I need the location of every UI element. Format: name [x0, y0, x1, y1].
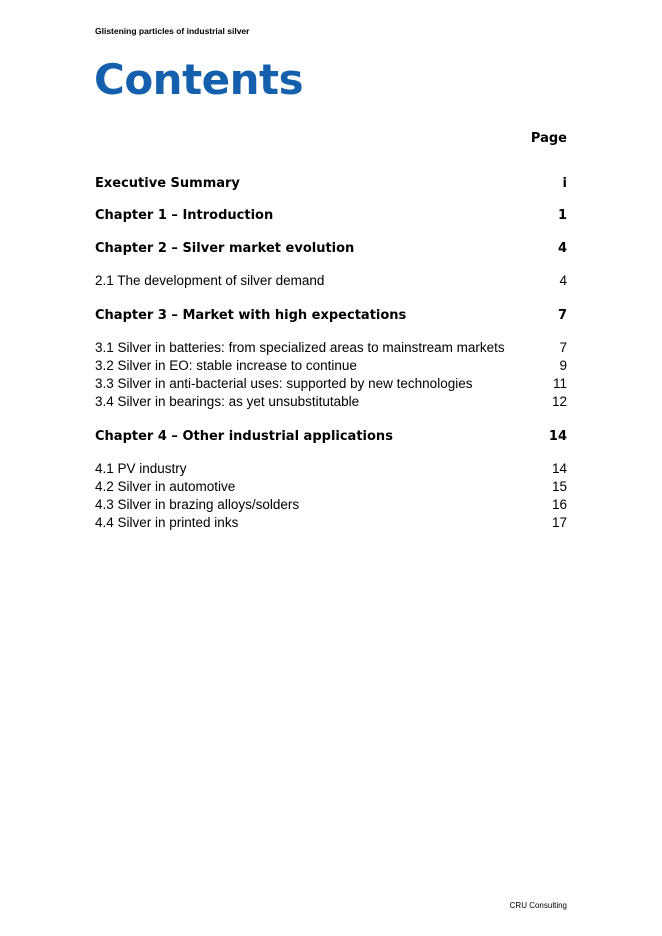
- page-title: Contents: [94, 55, 304, 104]
- toc-entry-title: Executive Summary: [95, 176, 240, 191]
- toc-entry-title: Chapter 2 – Silver market evolution: [95, 241, 355, 256]
- toc-entry-page: 16: [551, 497, 567, 512]
- toc-entry-title: Chapter 4 – Other industrial applications: [95, 429, 393, 444]
- toc-entry-chapter-2[interactable]: [95, 241, 567, 256]
- toc-entry-section-4-1[interactable]: [95, 461, 567, 476]
- toc-entry-page: 15: [551, 479, 567, 494]
- toc-entry-section-4-2[interactable]: [95, 479, 567, 494]
- toc-entry-title: 3.3 Silver in anti-bacterial uses: supported by new technologies: [95, 376, 473, 391]
- toc-entry-title: 3.2 Silver in EO: stable increase to continue: [95, 358, 357, 373]
- toc-entry-page: 17: [551, 515, 567, 530]
- toc-entry-page: 9: [559, 358, 567, 373]
- toc-entry-executive-summary[interactable]: [95, 176, 567, 191]
- toc-entry-page: 7: [557, 308, 567, 323]
- toc-entry-section-3-2[interactable]: [95, 358, 567, 373]
- toc-entry-title: 2.1 The development of silver demand: [95, 273, 325, 288]
- toc-entry-chapter-3[interactable]: [95, 308, 567, 323]
- toc-entry-title: Chapter 3 – Market with high expectations: [95, 308, 407, 323]
- toc-entry-section-3-4[interactable]: [95, 394, 567, 409]
- toc-entry-page: 14: [551, 461, 567, 476]
- page-footer: CRU Consulting: [509, 901, 567, 910]
- toc-entry-page: i: [562, 176, 567, 191]
- toc-entry-chapter-4[interactable]: [95, 429, 567, 444]
- toc-entry-chapter-1[interactable]: [95, 208, 567, 223]
- toc-entry-section-4-4[interactable]: [95, 515, 567, 530]
- toc-entry-title: 4.2 Silver in automotive: [95, 479, 236, 494]
- toc-entry-title: 3.1 Silver in batteries: from specialized areas to mainstream markets: [95, 340, 505, 355]
- toc-entry-page: 11: [552, 376, 567, 391]
- toc-entry-section-2-1[interactable]: [95, 273, 567, 288]
- toc-entry-title: Chapter 1 – Introduction: [95, 208, 274, 223]
- toc-entry-page: 14: [548, 429, 567, 444]
- toc-entry-section-3-1[interactable]: [95, 340, 567, 355]
- page-column-label: Page: [530, 131, 567, 146]
- toc-entry-title: 4.3 Silver in brazing alloys/solders: [95, 497, 300, 512]
- toc-entry-title: 4.4 Silver in printed inks: [95, 515, 239, 530]
- toc-entry-title: 3.4 Silver in bearings: as yet unsubstitutable: [95, 394, 360, 409]
- running-header: Glistening particles of industrial silver: [95, 26, 250, 36]
- toc-entry-page: 12: [551, 394, 567, 409]
- toc-entry-title: 4.1 PV industry: [95, 461, 187, 476]
- toc-entry-page: 7: [559, 340, 567, 355]
- toc-entry-page: 1: [557, 208, 567, 223]
- toc-entry-section-3-3[interactable]: [95, 376, 567, 391]
- toc-entry-page: 4: [559, 273, 567, 288]
- toc-entry-page: 4: [557, 241, 567, 256]
- toc-entry-section-4-3[interactable]: [95, 497, 567, 512]
